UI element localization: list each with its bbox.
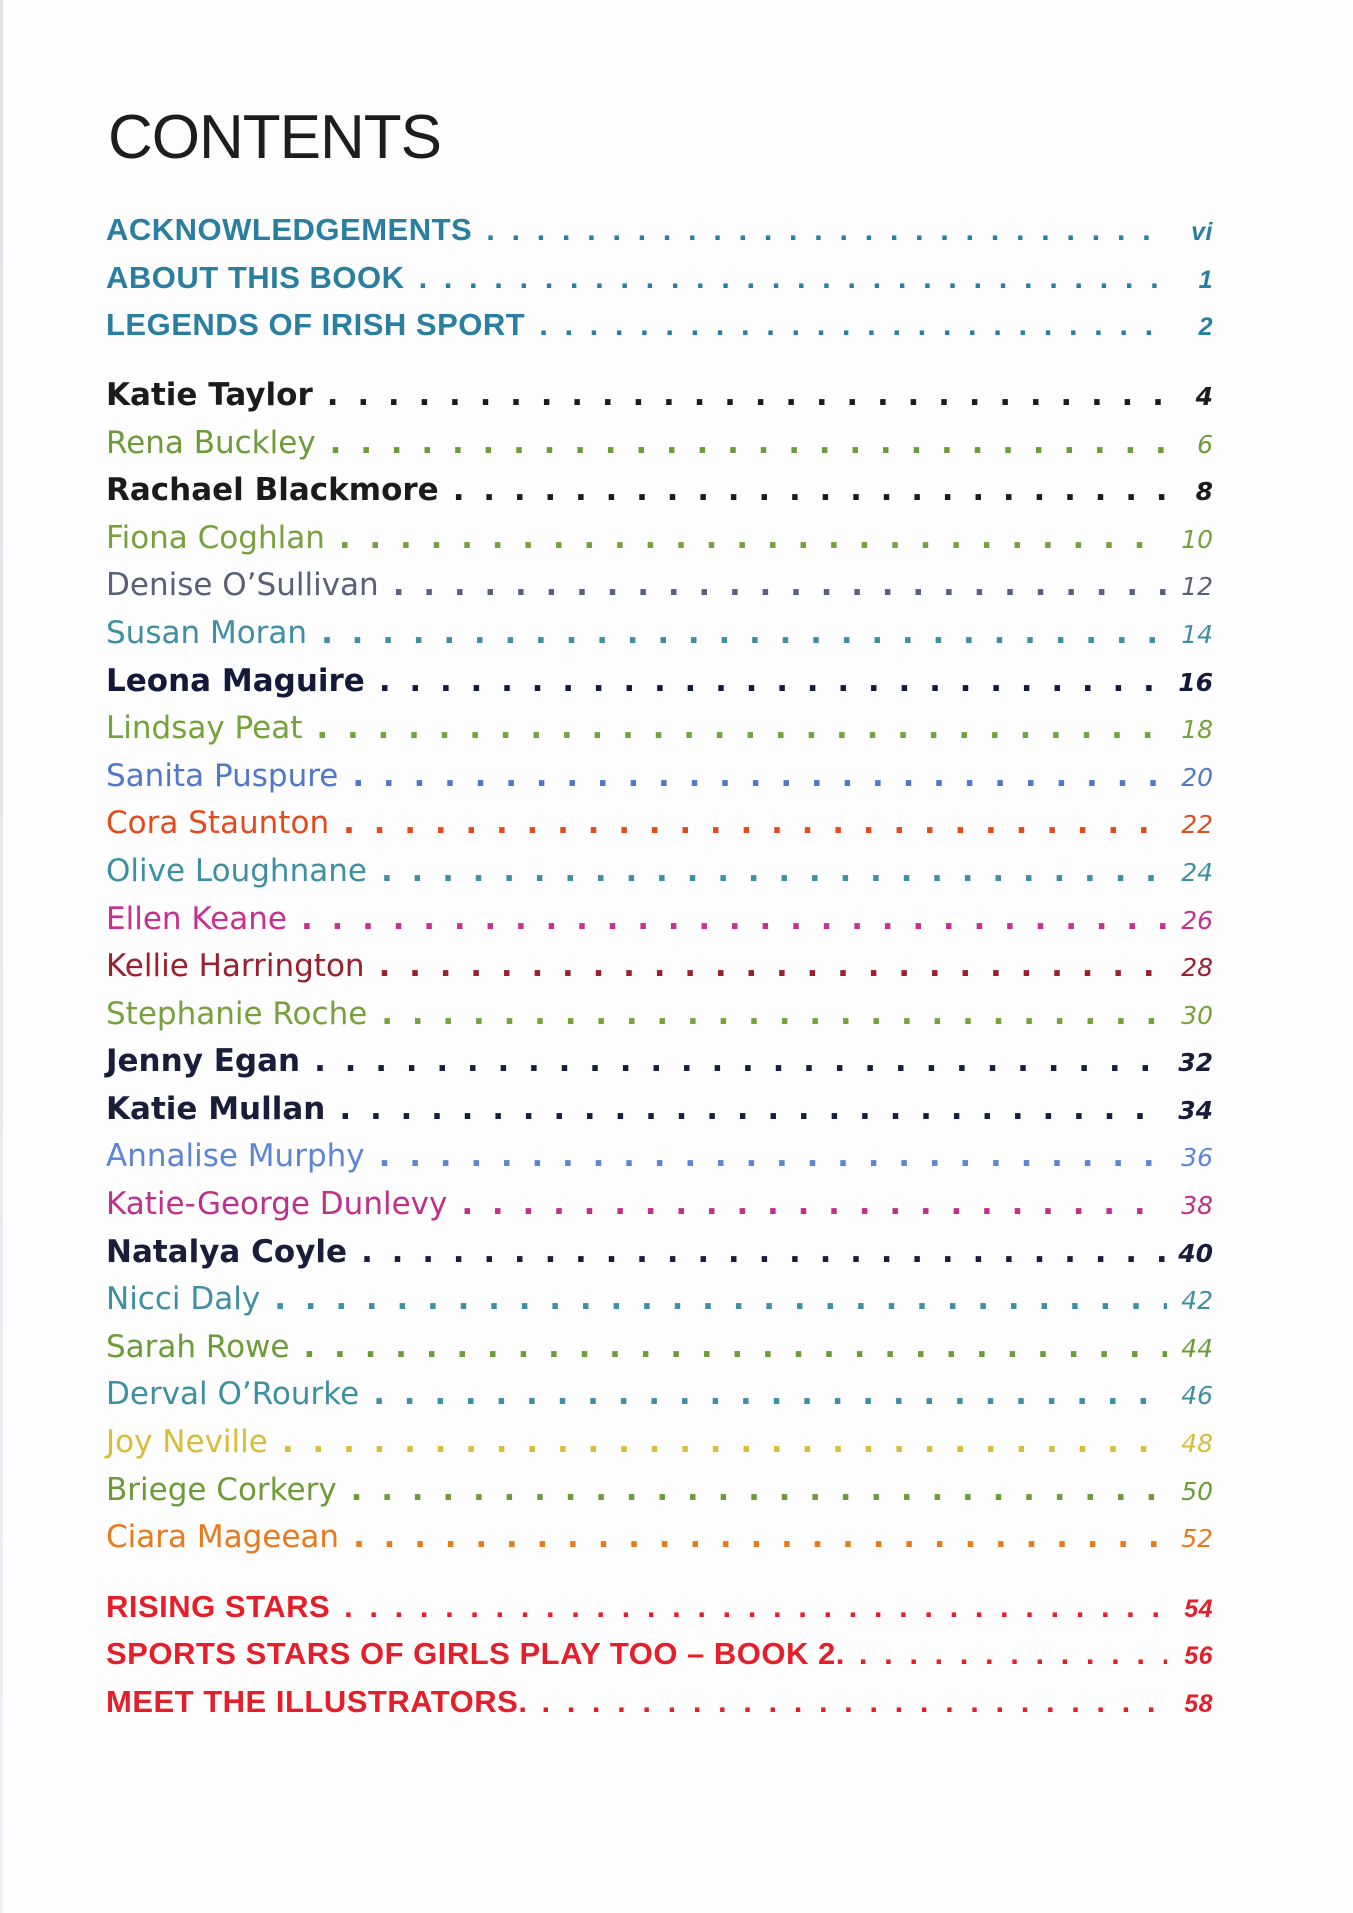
dot-leader <box>361 1234 1167 1270</box>
toc-entry-page-number: 54 <box>1184 1594 1213 1623</box>
dot-leader <box>316 710 1167 746</box>
dot-leader <box>453 472 1167 508</box>
toc-entry[interactable] <box>106 901 1213 949</box>
toc-entry-page-number: 52 <box>1181 1524 1213 1554</box>
toc-entry-title: Natalya Coyle <box>106 1233 348 1270</box>
dot-leader <box>379 1138 1167 1174</box>
toc-entry-title: Nicci Daly <box>106 1281 261 1318</box>
toc-entry-title: Denise O’Sullivan <box>106 567 379 604</box>
toc-entry[interactable] <box>106 805 1213 853</box>
toc-entry[interactable] <box>106 212 1213 260</box>
toc-entry-page-number: 4 <box>1195 381 1213 411</box>
dot-leader <box>352 758 1167 794</box>
toc-entry-page-number: 36 <box>1181 1143 1213 1173</box>
toc-entry[interactable] <box>106 377 1213 425</box>
toc-entry[interactable] <box>106 307 1213 355</box>
toc-entry[interactable] <box>106 1329 1213 1377</box>
dot-leader <box>379 663 1167 699</box>
dot-leader <box>461 1186 1167 1222</box>
toc-entry-page-number: 26 <box>1181 905 1213 935</box>
toc-entry-title: Cora Staunton <box>106 805 330 842</box>
dot-leader <box>327 377 1167 413</box>
toc-entry[interactable] <box>106 567 1213 615</box>
toc-entry-page-number: 28 <box>1181 953 1213 983</box>
toc-entry[interactable] <box>106 1186 1213 1234</box>
toc-entry[interactable] <box>106 1589 1213 1637</box>
toc-entry[interactable] <box>106 1684 1213 1732</box>
dot-leader <box>274 1281 1167 1317</box>
dot-leader <box>343 805 1167 841</box>
page-title: CONTENTS <box>108 103 441 172</box>
toc-entry[interactable] <box>106 663 1213 711</box>
toc-entry-title: Lindsay Peat <box>106 710 303 747</box>
dot-leader <box>419 260 1167 296</box>
toc-entry-title: Rachael Blackmore <box>106 472 439 509</box>
toc-entry-title: Briege Corkery <box>106 1471 337 1508</box>
toc-entry-page-number: 58 <box>1184 1690 1213 1718</box>
toc-entry-title: Fiona Coghlan <box>106 519 325 556</box>
toc-entry-page-number: 16 <box>1178 667 1213 697</box>
dot-leader <box>330 425 1167 461</box>
toc-entry-page-number: 46 <box>1181 1381 1213 1411</box>
toc-entry-title: ACKNOWLEDGEMENTS <box>106 212 473 248</box>
toc-entry-title: Katie Taylor <box>106 376 313 413</box>
dot-leader <box>282 1424 1167 1460</box>
toc-entry-title: SPORTS STARS OF GIRLS PLAY TOO – BOOK 2. <box>106 1636 845 1672</box>
dot-leader <box>379 948 1167 984</box>
toc-entry[interactable] <box>106 853 1213 901</box>
toc-entry-page-number: 38 <box>1181 1191 1213 1221</box>
toc-entry[interactable] <box>106 425 1213 473</box>
toc-entry[interactable] <box>106 1424 1213 1472</box>
toc-entry-page-number: 44 <box>1181 1333 1213 1363</box>
dot-leader <box>373 1376 1167 1412</box>
toc-entry[interactable] <box>106 1281 1213 1329</box>
toc-entry-page-number: 18 <box>1181 715 1213 745</box>
toc-entry[interactable] <box>106 472 1213 520</box>
toc-entry[interactable] <box>106 758 1213 806</box>
toc-entry[interactable] <box>106 948 1213 996</box>
dot-leader <box>314 1043 1167 1079</box>
back-matter-list <box>106 1589 1213 1732</box>
toc-entry-page-number: 32 <box>1178 1048 1213 1078</box>
toc-entry-page-number: 40 <box>1178 1238 1213 1268</box>
dot-leader <box>381 996 1167 1032</box>
dot-leader <box>539 307 1167 343</box>
dot-leader <box>339 1091 1167 1127</box>
toc-entry-title: Derval O’Rourke <box>106 1376 360 1413</box>
dot-leader <box>303 1329 1167 1365</box>
dot-leader <box>353 1519 1167 1555</box>
toc-entry-title: Ciara Mageean <box>106 1519 340 1556</box>
toc-entry-title: Sarah Rowe <box>106 1328 290 1365</box>
toc-entry-title: Annalise Murphy <box>106 1138 365 1175</box>
toc-entry-title: Susan Moran <box>106 614 308 651</box>
toc-entry-page-number: 34 <box>1178 1095 1213 1125</box>
dot-leader <box>321 615 1167 651</box>
toc-entry-title: Sanita Puspure <box>106 757 339 794</box>
dot-leader <box>859 1636 1167 1672</box>
toc-entry-page-number: 1 <box>1198 265 1213 294</box>
dot-leader <box>351 1472 1167 1508</box>
toc-entry[interactable] <box>106 1091 1213 1139</box>
toc-entry[interactable] <box>106 710 1213 758</box>
toc-entry-title: RISING STARS <box>106 1588 331 1624</box>
toc-entry-title: Kellie Harrington <box>106 948 365 985</box>
toc-entry-page-number: 24 <box>1181 857 1213 887</box>
toc-entry[interactable] <box>106 260 1213 308</box>
toc-entry-page-number: 10 <box>1181 524 1213 554</box>
toc-entry-page-number: 6 <box>1197 429 1213 459</box>
toc-entry-title: Katie-George Dunlevy <box>106 1186 448 1223</box>
toc-entry-page-number: 8 <box>1195 477 1213 507</box>
toc-entry-page-number: 56 <box>1184 1642 1213 1671</box>
dot-leader <box>486 212 1167 248</box>
toc-entry[interactable] <box>106 615 1213 663</box>
toc-entry-title: Stephanie Roche <box>106 995 368 1032</box>
toc-entry-title: Olive Loughnane <box>106 852 367 889</box>
toc-entry-page-number: 20 <box>1181 762 1213 792</box>
toc-entry[interactable] <box>106 1138 1213 1186</box>
toc-entry-title: Jenny Egan <box>106 1043 301 1080</box>
toc-entry-page-number: 14 <box>1181 619 1213 649</box>
dot-leader <box>541 1684 1167 1720</box>
toc-entry[interactable] <box>106 1636 1213 1684</box>
toc-entry-page-number: 2 <box>1198 313 1213 342</box>
toc-entry-title: ABOUT THIS BOOK <box>106 259 405 295</box>
dot-leader <box>381 853 1167 889</box>
toc-entry-title: Rena Buckley <box>106 424 316 461</box>
toc-entry-page-number: 22 <box>1181 810 1213 840</box>
toc-entry-title: LEGENDS OF IRISH SPORT <box>106 307 526 343</box>
toc-entry-page-number: 12 <box>1181 572 1213 602</box>
toc-entry-title: MEET THE ILLUSTRATORS. <box>106 1684 528 1719</box>
toc-entry-page-number: 48 <box>1181 1429 1213 1459</box>
athletes-list <box>106 377 1213 1567</box>
toc-entry-page-number: 50 <box>1181 1476 1213 1506</box>
toc-entry-page-number: 30 <box>1181 1000 1213 1030</box>
toc-entry[interactable] <box>106 1043 1213 1091</box>
toc-entry-title: Joy Neville <box>106 1424 268 1461</box>
toc-entry[interactable] <box>106 1472 1213 1520</box>
dot-leader <box>344 1589 1167 1625</box>
toc-entry[interactable] <box>106 520 1213 568</box>
toc-entry-title: Ellen Keane <box>106 900 287 937</box>
front-matter-list <box>106 212 1213 355</box>
toc-entry-title: Katie Mullan <box>106 1090 326 1127</box>
toc-entry-page-number: 42 <box>1181 1286 1213 1316</box>
toc-entry[interactable] <box>106 1234 1213 1282</box>
toc-entry-page-number: vi <box>1191 218 1213 247</box>
toc-entry[interactable] <box>106 1376 1213 1424</box>
dot-leader <box>393 567 1167 603</box>
toc-entry[interactable] <box>106 996 1213 1044</box>
dot-leader <box>339 520 1167 556</box>
toc-entry[interactable] <box>106 1519 1213 1567</box>
dot-leader <box>301 901 1167 937</box>
toc-entry-title: Leona Maguire <box>106 662 365 699</box>
